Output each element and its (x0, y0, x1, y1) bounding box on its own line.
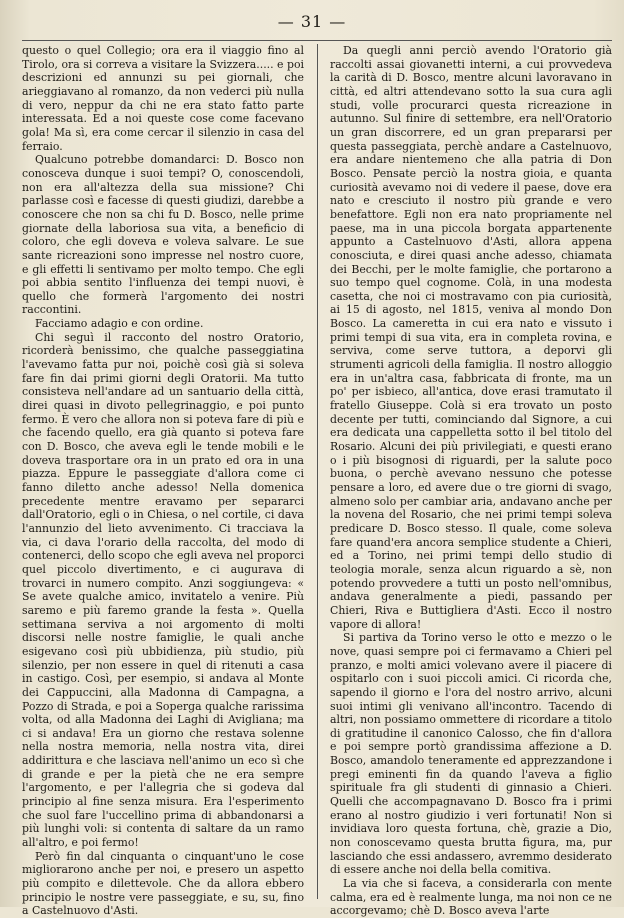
right-column (330, 44, 612, 918)
paragraph: Però fin dal cinquanta o cinquant'uno le cose migliorarono anche per noi, e presero un aspetto più compito e dilettevole. Che da allora ebbero principio le nostre vere passeggiate, e su, su, fino a Castelnuovo d'Asti. (22, 849, 304, 918)
header-rule (22, 40, 612, 41)
paragraph: Chi seguì il racconto del nostro Oratorio, ricorderà benissimo, che qualche passeggiatina l'avevamo fatta pur noi, poichè così già si soleva fare fin dai primi giorni degli Oratorii. Ma tutto consisteva nell'andare ad un santuario della città, direi quasi in divoto pellegrinaggio, e poi punto fermo. È vero che allora non si poteva fare di più e che facendo quello, era già quanto si poteva fare con D. Bosco, che aveva egli le tende mobili e le doveva trasportare ora in un prato ed ora in una piazza. Eppure le passeggiate d'allora come ci fanno diletto anche adesso! Nella domenica precedente mentre eravamo per separarci dall'Oratorio, egli o in Chiesa, o nel cortile, ci dava l'annunzio del lieto avvenimento. Ci tracciava la via, ci dava l'orario della raccolta, del modo di contenerci, dello scopo che egli aveva nel proporci quel piccolo divertimento, e ci augurava di trovarci in numero compito. Anzi soggiungeva: « Se avete qualche amico, invitatelo a venire. Più saremo e più faremo grande la festa ». Quella settimana serviva a noi argomento di molti discorsi nelle nostre famiglie, le quali anche esigevano così più ubbidienza, più studio, più silenzio, per non essere in quel di ritenuti a casa in castigo. Così, per esempio, si andava al Monte dei Cappuccini, alla Madonna di Campagna, a Pozzo di Strada, e poi a Soperga qualche rarissima volta, od alla Madonna dei Laghi di Avigliana; ma ci si andava! Era un giorno che restava solenne nella nostra memoria, nella nostra vita, direi addirittura e che lasciava nell'animo un eco sì che di grande e per la pietà che ne era sempre l'argomento, e per l'allegria che si godeva dal principio al fine senza misura. Era l'esperimento che suol fare l'uccellino prima di abbandonarsi a più lunghi voli: si contenta di saltare da un ramo all'altro, e poi fermo! (22, 330, 304, 850)
paragraph: La via che si faceva, a considerarla con mente calma, era ed è realmente lunga, ma noi non ce ne accorgevamo; chè D. Bosco aveva l'arte (330, 877, 612, 918)
paragraph: Da quegli anni perciò avendo l'Oratorio già raccolti assai giovanetti interni, a cui provvedeva la carità di D. Bosco, mentre alcuni lavoravano in città, ed altri attendevano sotto la sua cura agli studi, volle procurarci questa ricreazione in autunno. Sul finire di settembre, era nell'Oratorio un gran discorrere, ed un gran prepararsi per questa passeggiata, perchè andare a Castelnuovo, era andare nientemeno che alla patria di Don Bosco. Pensate perciò la nostra gioia, e quanta curiosità avevamo noi di vedere il paese, dove era nato e cresciuto il nostro più grande e vero benefattore. Egli non era nato propriamente nel paese, ma in una piccola borgata appartenente appunto a Castelnuovo d'Asti, allora appena conosciuta, e direi quasi anche adesso, chiamata dei Becchi, per le molte famiglie, che portarono a suo tempo quel cognome. Colà, in una modesta casetta, che noi ci mostravamo con pia curiosità, ai 15 di agosto, nel 1815, veniva al mondo Don Bosco. La cameretta in cui era nato e vissuto i primi tempi di sua vita, era in completa rovina, e serviva, come serve tuttora, a deporvi gli strumenti agricoli della famiglia. Il nostro alloggio era in un'altra casa, fabbricata di fronte, ma un po' per isbieco, all'antica, dove erasi tramutato il fratello Giuseppe. Colà si era trovato un posto decente per tutti, cominciando dal Signore, a cui era dedicata una cappelletta sotto il bel titolo del Rosario. Alcuni dei più privilegiati, e questi erano o i più bisognosi di riguardi, per la salute poco buona, o perchè avevano nessuno che potesse pensare a loro, ed avere due o tre giorni di svago, almeno solo per cambiar aria, andavano anche per la novena del Rosario, che nei primi tempi soleva predicare D. Bosco stesso. Il quale, come soleva fare quand'era ancora semplice studente a Chieri, ed a Torino, nei primi tempi dello studio di teologia morale, senza alcun riguardo a sè, non potendo provvedere a tutti un posto nell'omnibus, andava generalmente a piedi, passando per Chieri, Riva e Buttigliera d'Asti. Ecco il nostro vapore di allora! (330, 44, 612, 631)
paragraph: questo o quel Collegio; ora era il viaggio fino al Tirolo, ora si correva a visitare la Svizzera..... e poi descrizioni ed annunzi su pei giornali, che arieggiavano al romanzo, da non vederci più nulla di vero, neppur da chi ne era stato fatto parte interessata. Ed a noi queste cose come facevano gola! Ma sì, era come cercar il silenzio in casa del ferraio. (22, 44, 304, 153)
page-number: — 31 — (277, 12, 347, 31)
paragraph: Qualcuno potrebbe domandarci: D. Bosco non conosceva dunque i suoi tempi? O, conoscendoli, non era all'altezza della sua missione? Chi parlasse così e facesse di questi giudizi, darebbe a conoscere che non sa chi fu D. Bosco, nelle prime giornate della laboriosa sua vita, a beneficio di coloro, che egli doveva e voleva salvare. Le sue sante ricreazioni sono impresse nel nostro cuore, e gli effetti li sentivamo per molto tempo. Che egli poi abbia sentito l'influenza dei tempi nuovi, è quello che formerà l'argomento dei nostri raccontini. (22, 153, 304, 317)
paragraph: Facciamo adagio e con ordine. (35, 317, 204, 331)
left-column (22, 44, 304, 918)
paragraph: Si partiva da Torino verso le otto e mezzo o le nove, quasi sempre poi ci fermavamo a Chieri pel pranzo, e molti amici volevano avere il piacere di ospitarlo con i suoi piccoli amici. Ci ricorda che, sapendo il giorno e l'ora del nostro arrivo, alcuni suoi intimi gli venivano all'incontro. Tacendo di altri, non possiamo ommettere di ricordare a titolo di gratitudine il canonico Calosso, che fin d'allora e poi sempre portò grandissima affezione a D. Bosco, amandolo teneramente ed apprezzandone i pregi eminenti fin da quando l'aveva a figlio spirituale fra gli studenti di ginnasio a Chieri. Quelli che accompagnavano D. Bosco fra i primi erano al nostro giudizio i veri fortunati! Non si invidiava loro questa fortuna, chè, grazie a Dio, non conoscevamo questa brutta figura, ma, pur lasciando che essi andassero, avremmo desiderato di essere anche noi della bella comitiva. (330, 631, 612, 877)
column-divider (317, 44, 318, 899)
